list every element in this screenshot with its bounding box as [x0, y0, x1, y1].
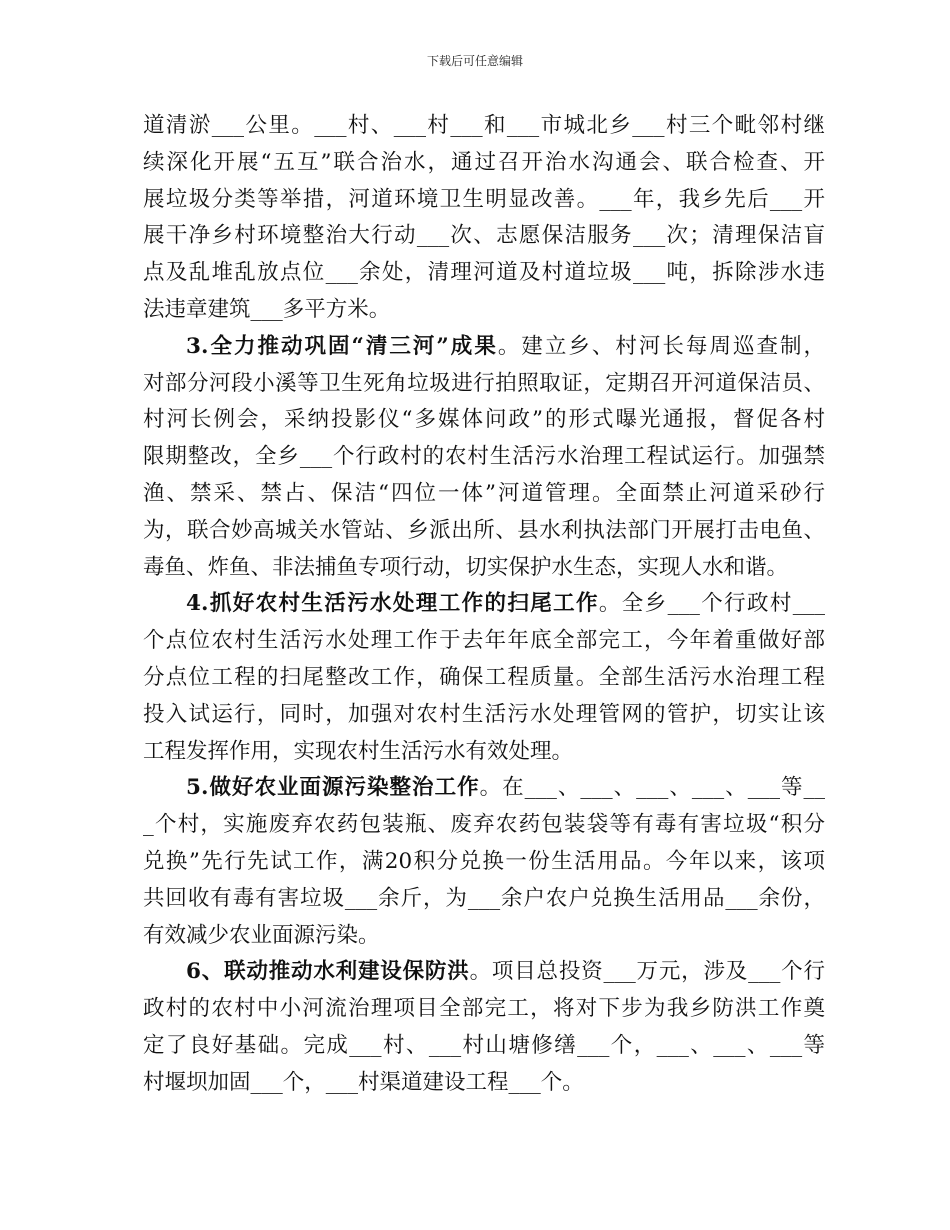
- line-text: 。在___、___、___、___、___等__: [479, 775, 825, 801]
- text-line: [143, 145, 825, 182]
- text-line: [143, 807, 825, 844]
- text-line: [143, 255, 825, 292]
- line-text: 兑换”先行先试工作，满20积分兑换一份生活用品。今年以来，该项: [143, 848, 825, 874]
- section-heading-5: 5.做好农业面源污染整治工作: [186, 775, 480, 801]
- document-body: [143, 108, 825, 1102]
- line-text: _个村，实施废弃农药包装瓶、废弃农药包装袋等有毒有害垃圾“积分: [143, 812, 825, 838]
- section-heading-6: 6、联动推动水利建设保防洪: [186, 959, 470, 985]
- line-text: 。全乡___个行政村___: [598, 591, 825, 617]
- text-line: [143, 476, 825, 513]
- text-line: [143, 844, 825, 881]
- section-heading-line: [143, 329, 825, 366]
- line-text: 。建立乡、村河长每周巡查制，: [497, 333, 825, 359]
- line-text: 分点位工程的扫尾整改工作，确保工程质量。全部生活污水治理工程: [143, 664, 825, 690]
- section-heading-4: 4.抓好农村生活污水处理工作的扫尾工作: [186, 591, 599, 617]
- text-line: [143, 366, 825, 403]
- text-line: [143, 182, 825, 219]
- text-line: [143, 550, 825, 587]
- text-line: [143, 697, 825, 734]
- line-text: 共回收有毒有害垃圾___余斤，为___余户农户兑换生活用品___余份，: [143, 885, 825, 911]
- text-line: [143, 402, 825, 439]
- text-line: [143, 108, 825, 145]
- section-heading-line: [143, 586, 825, 623]
- line-text: 续深化开展“五互”联合治水，通过召开治水沟通会、联合检查、开: [143, 149, 825, 175]
- line-text: 限期整改，全乡___个行政村的农村生活污水治理工程试运行。加强禁: [143, 444, 825, 470]
- text-line: [143, 292, 825, 329]
- text-line: [143, 1065, 825, 1102]
- line-text: 个点位农村生活污水处理工作于去年年底全部完工，今年着重做好部: [143, 628, 825, 654]
- line-text: 展干净乡村环境整治大行动___次、志愿保洁服务___次；清理保洁盲: [143, 223, 825, 249]
- line-text: 为，联合妙高城关水管站、乡派出所、县水利执法部门开展打击电鱼、: [143, 517, 825, 543]
- section-heading-3: 3.全力推动巩固“清三河”成果: [186, 333, 498, 359]
- line-text: 定了良好基础。完成___村、___村山塘修缮___个，___、___、___等: [143, 1032, 825, 1058]
- line-text: 展垃圾分类等举措，河道环境卫生明显改善。___年，我乡先后___开: [143, 186, 825, 212]
- text-line: [143, 660, 825, 697]
- text-line: [143, 623, 825, 660]
- line-text: 村河长例会，采纳投影仪“多媒体问政”的形式曝光通报，督促各村: [143, 407, 825, 433]
- line-text: 道清淤___公里。___村、___村___和___市城北乡___村三个毗邻村继: [143, 113, 825, 138]
- line-text: 毒鱼、炸鱼、非法捕鱼专项行动，切实保护水生态，实现人水和谐。: [143, 554, 789, 580]
- section-heading-line: [143, 770, 825, 807]
- page-header: 下载后可任意编辑: [426, 54, 523, 68]
- text-line: [143, 734, 825, 771]
- line-text: 政村的农村中小河流治理项目全部完工，将对下步为我乡防洪工作奠: [143, 996, 825, 1022]
- text-line: [143, 218, 825, 255]
- line-text: 点及乱堆乱放点位___余处，清理河道及村道垃圾___吨，拆除涉水违: [143, 260, 825, 286]
- text-line: [143, 513, 825, 550]
- text-line: [143, 881, 825, 918]
- text-line: [143, 439, 825, 476]
- text-line: [143, 991, 825, 1028]
- section-heading-line: [143, 954, 825, 991]
- line-text: 渔、禁采、禁占、保洁“四位一体”河道管理。全面禁止河道采砂行: [143, 480, 825, 506]
- line-text: 投入试运行，同时，加强对农村生活污水处理管网的管护，切实让该: [143, 701, 825, 727]
- line-text: 有效减少农业面源污染。: [143, 922, 380, 948]
- line-text: 工程发挥作用，实现农村生活污水有效处理。: [143, 738, 574, 764]
- text-line: [143, 1028, 825, 1065]
- line-text: 。项目总投资___万元，涉及___个行: [469, 959, 825, 985]
- line-text: 法违章建筑___多平方米。: [143, 296, 391, 322]
- text-line: [143, 918, 825, 955]
- line-text: 村堰坝加固___个，___村渠道建设工程___个。: [143, 1069, 584, 1095]
- line-text: 对部分河段小溪等卫生死角垃圾进行拍照取证，定期召开河道保洁员、: [143, 370, 825, 396]
